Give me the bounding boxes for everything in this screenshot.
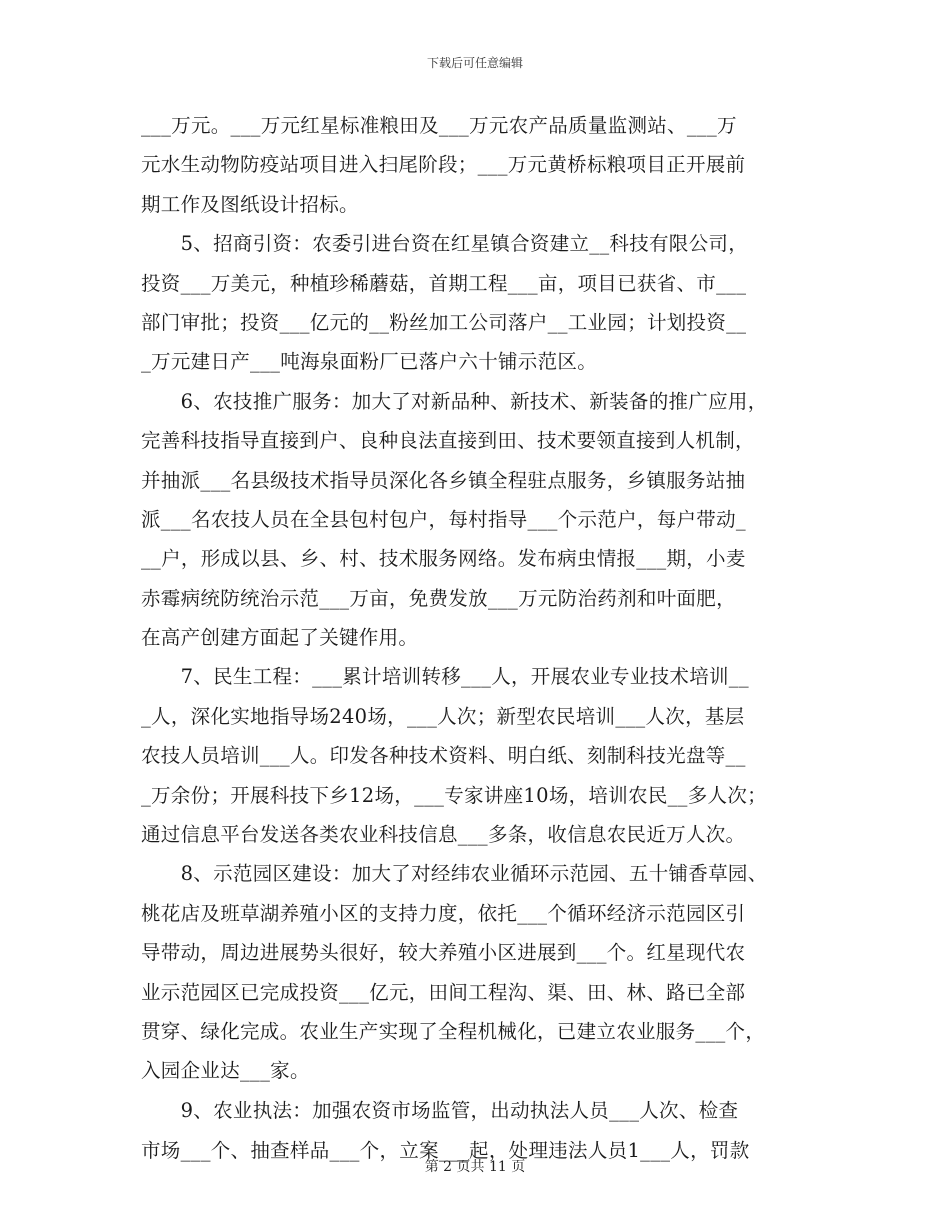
text-line: 在高产创建方面起了关键作用。 <box>141 626 419 650</box>
text-line: 部门审批；投资___亿元的__粉丝加工公司落户__工业园；计划投资__ <box>141 310 747 334</box>
text-line: 贯穿、绿化完成。农业生产实现了全程机械化，已建立农业服务___个， <box>141 1019 766 1043</box>
page-number: 第 2 页共 11 页 <box>424 1159 526 1175</box>
text-line: 农技人员培训___人。印发各种技术资料、明白纸、刻制科技光盘等__ <box>141 744 746 768</box>
text-line: 派___名农技人员在全县包村包户，每村指导___个示范户，每户带动_ <box>141 507 746 531</box>
text-line: _人，深化实地指导场240场，___人次；新型农民培训___人次，基层 <box>141 704 745 728</box>
text-line: 8、示范园区建设：加大了对经纬农业循环示范园、五十铺香草园、 <box>141 862 768 886</box>
document-body <box>141 106 831 1170</box>
page-header: 下载后可任意编辑 <box>426 56 523 70</box>
text-line: 期工作及图纸设计招标。 <box>141 192 359 216</box>
text-line: 投资___万美元，种植珍稀蘑菇，首期工程___亩，项目已获省、市___ <box>141 271 747 295</box>
text-line: 导带动，周边进展势头很好，较大养殖小区进展到___个。红星现代农 <box>141 941 746 965</box>
text-line: 市场___个、抽查样品___个，立案___起，处理违法人员1___人，罚款 <box>141 1138 750 1162</box>
text-line: __户，形成以县、乡、村、技术服务网络。发布病虫情报___期，小麦 <box>141 547 746 571</box>
text-line: 桃花店及班草湖养殖小区的支持力度，依托___个循环经济示范园区引 <box>141 901 746 925</box>
text-line: _万余份；开展科技下乡12场，___专家讲座10场，培训农民__多人次； <box>141 783 767 807</box>
text-line: 通过信息平台发送各类农业科技信息___多条，收信息农民近万人次。 <box>141 823 746 847</box>
text-line: 完善科技指导直接到户、良种良法直接到田、技术要领直接到人机制， <box>141 429 755 453</box>
text-line: 7、民生工程：___累计培训转移___人，开展农业专业技术培训__ <box>141 665 749 689</box>
text-line: 并抽派___名县级技术指导员深化各乡镇全程驻点服务，乡镇服务站抽 <box>141 468 746 492</box>
text-line: 赤霉病统防统治示范___万亩，免费发放___万元防治药剂和叶面肥， <box>141 586 736 610</box>
text-line: 元水生动物防疫站项目进入扫尾阶段；___万元黄桥标粮项目正开展前 <box>141 153 746 177</box>
text-line: _万元建日产___吨海泉面粉厂已落户六十铺示范区。 <box>141 350 597 374</box>
text-line: 5、招商引资：农委引进台资在红星镇合资建立__科技有限公司， <box>141 232 749 256</box>
text-line: 9、农业执法：加强农资市场监管，出动执法人员___人次、检查 <box>141 1099 739 1123</box>
text-line: ___万元。___万元红星标准粮田及___万元农产品质量监测站、___万 <box>141 114 737 137</box>
text-line: 业示范园区已完成投资___亿元，田间工程沟、渠、田、林、路已全部 <box>141 980 746 1004</box>
text-line: 6、农技推广服务：加大了对新品种、新技术、新装备的推广应用， <box>141 389 768 413</box>
text-line: 入园企业达___家。 <box>141 1059 310 1083</box>
